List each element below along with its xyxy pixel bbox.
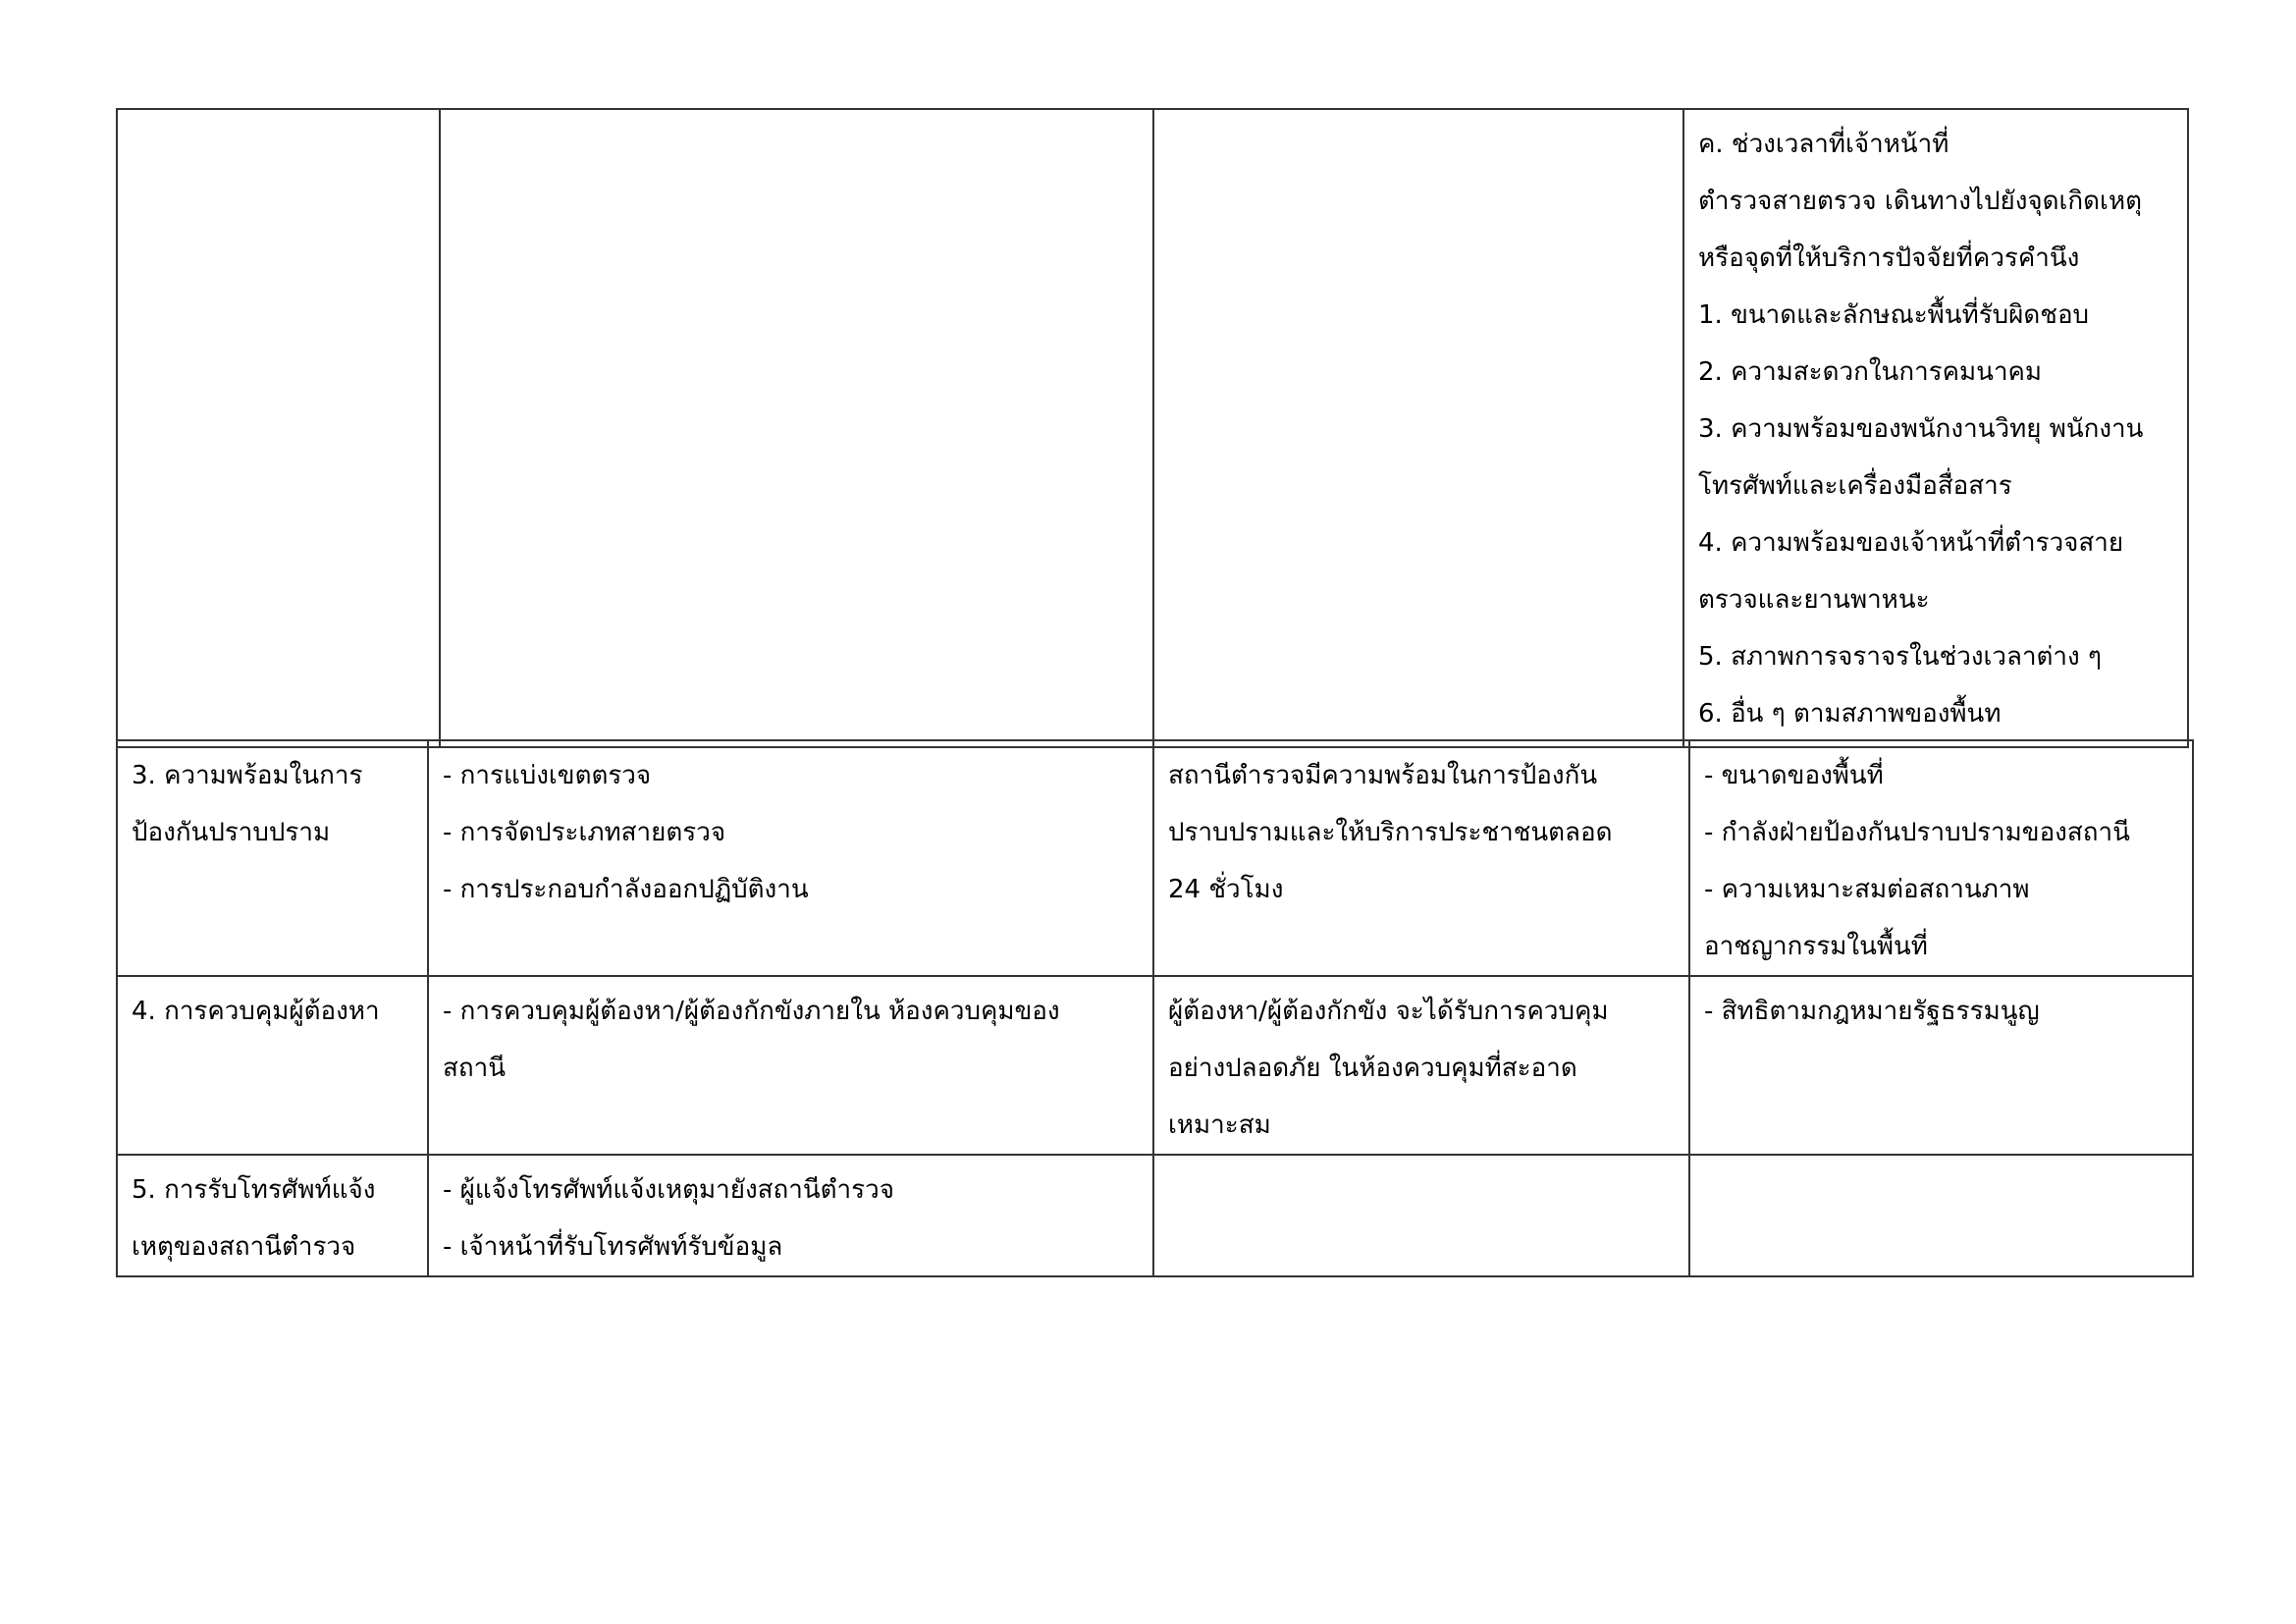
cell-text-line: - ขนาดของพื้นที่ (1704, 761, 1884, 790)
table-cell-topic (117, 1155, 428, 1276)
cell-text-line: สถานีตำรวจมีความพร้อมในการป้องกัน (1168, 761, 1598, 790)
cell-text-line: - การจัดประเภทสายตรวจ (443, 818, 726, 847)
cell-text-line: 3. ความพร้อมในการ (132, 761, 363, 790)
table-cell-topic (117, 740, 428, 976)
cell-text-line: - การแบ่งเขตตรวจ (443, 761, 652, 790)
cell-text-line: 5. การรับโทรศัพท์แจ้ง (132, 1175, 376, 1205)
cell-text-line: สถานี (443, 1054, 506, 1083)
cell-text-line: - การประกอบกำลังออกปฏิบัติงาน (443, 875, 809, 904)
cell-text-line: เหตุของสถานีตำรวจ (132, 1232, 356, 1262)
cell-text-line: 5. สภาพการจราจรในช่วงเวลาต่าง ๆ (1698, 642, 2102, 672)
table-cell-factors (1683, 109, 2188, 747)
cell-text-line: 4. การควบคุมผู้ต้องหา (132, 997, 380, 1026)
table-cell-process (440, 109, 1153, 747)
cell-text-line: ผู้ต้องหา/ผู้ต้องกักขัง จะได้รับการควบคุม (1168, 997, 1609, 1026)
cell-text-line: - กำลังฝ่ายป้องกันปราบปรามของสถานี (1704, 818, 2130, 847)
table-cell-factors (1689, 1155, 2193, 1276)
cell-text-line: 4. ความพร้อมของเจ้าหน้าที่ตำรวจสาย (1698, 528, 2124, 558)
table-row (117, 740, 2193, 976)
cell-text-line: ปราบปรามและให้บริการประชาชนตลอด (1168, 818, 1613, 847)
standards-table (116, 739, 2194, 1277)
table-cell-process (428, 740, 1153, 976)
table-cell-topic (117, 109, 440, 747)
cell-text-line: - การควบคุมผู้ต้องหา/ผู้ต้องกักขังภายใน ห้องควบคุมของ (443, 997, 1060, 1026)
cell-text-line: อาชญากรรมในพื้นที่ (1704, 932, 1928, 961)
cell-text-line: 24 ชั่วโมง (1168, 875, 1284, 904)
cell-text-line: ตำรวจสายตรวจ เดินทางไปยังจุดเกิดเหตุ (1698, 187, 2142, 216)
table-cell-factors (1689, 740, 2193, 976)
cell-text-line: 2. ความสะดวกในการคมนาคม (1698, 357, 2043, 387)
table-cell-process (428, 976, 1153, 1155)
table-row-continued (117, 109, 2188, 747)
cell-text-line: ตรวจและยานพาหนะ (1698, 585, 1930, 615)
cell-text-line: - ความเหมาะสมต่อสถานภาพ (1704, 875, 2030, 904)
table-cell-outcome (1153, 109, 1683, 747)
cell-text-line: - เจ้าหน้าที่รับโทรศัพท์รับข้อมูล (443, 1232, 783, 1262)
table-row (117, 976, 2193, 1155)
cell-text-line: 1. ขนาดและลักษณะพื้นที่รับผิดชอบ (1698, 300, 2090, 330)
cell-text-line: โทรศัพท์และเครื่องมือสื่อสาร (1698, 471, 2012, 501)
cell-text-line: 3. ความพร้อมของพนักงานวิทยุ พนักงาน (1698, 414, 2144, 444)
table-cell-outcome (1153, 740, 1689, 976)
cell-text-line: อย่างปลอดภัย ในห้องควบคุมที่สะอาด (1168, 1054, 1577, 1083)
cell-text-line: ป้องกันปราบปราม (132, 818, 331, 847)
continued-table-block (116, 108, 2189, 748)
table-row (117, 1155, 2193, 1276)
cell-text-line: ค. ช่วงเวลาที่เจ้าหน้าที่ (1698, 130, 1949, 159)
table-cell-process (428, 1155, 1153, 1276)
cell-text-line: - ผู้แจ้งโทรศัพท์แจ้งเหตุมายังสถานีตำรวจ (443, 1175, 894, 1205)
table-cell-outcome (1153, 976, 1689, 1155)
table-cell-outcome (1153, 1155, 1689, 1276)
cell-text-line: - สิทธิตามกฎหมายรัฐธรรมนูญ (1704, 997, 2040, 1026)
cell-text-line: 6. อื่น ๆ ตามสภาพของพื้นท (1698, 699, 2002, 729)
cell-text-line: เหมาะสม (1168, 1110, 1271, 1140)
table-cell-topic (117, 976, 428, 1155)
cell-text-line: หรือจุดที่ให้บริการปัจจัยที่ควรคำนึง (1698, 244, 2080, 273)
table-cell-factors (1689, 976, 2193, 1155)
